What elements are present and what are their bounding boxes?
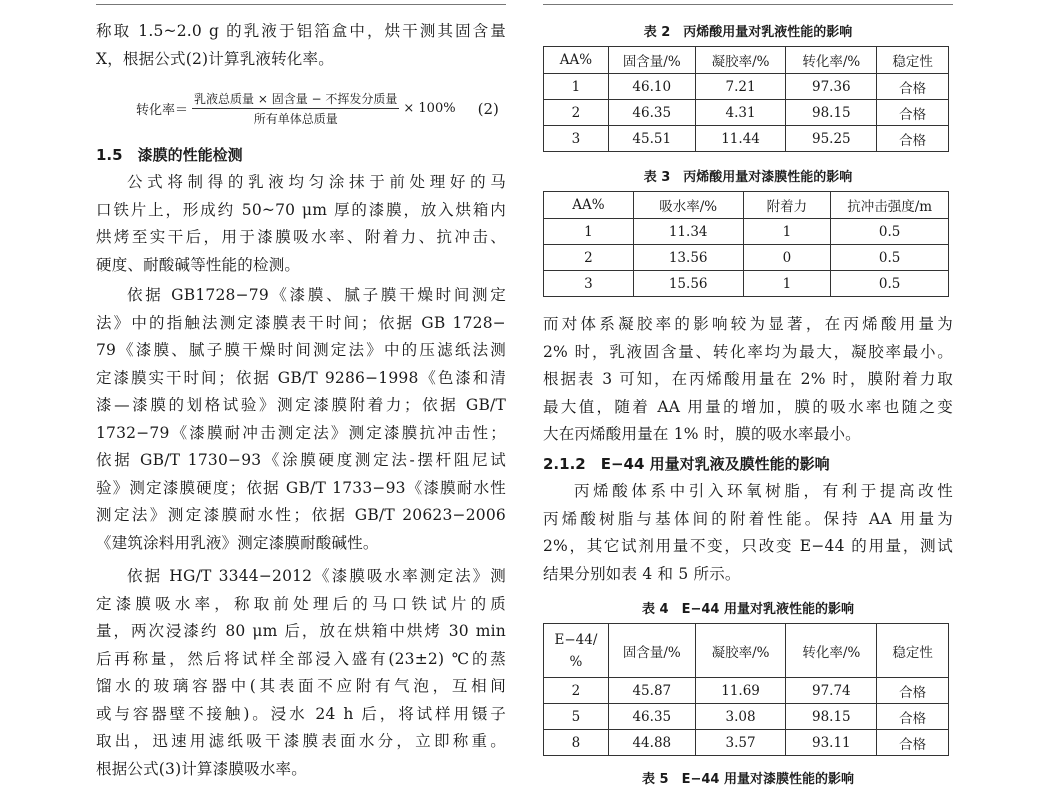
text-line: 验》测定漆膜硬度；依据 GB/T 1733−93《漆膜耐水性	[96, 478, 506, 497]
text-line: 而对体系凝胶率的影响较为显著，在丙烯酸用量为	[543, 315, 953, 333]
table-cell: 5	[544, 704, 609, 730]
table-cell: 98.15	[786, 704, 877, 730]
table-row	[544, 730, 949, 756]
table-row	[544, 126, 949, 152]
table-header-cell: 稳定性	[877, 47, 949, 74]
table-cell: 4.31	[695, 100, 786, 126]
table-header-cell: E−44/ %	[544, 624, 609, 678]
table-cell: 合格	[877, 100, 949, 126]
text-line: 硬度、耐酸碱等性能的检测。	[96, 255, 301, 274]
table-header-cell: 吸水率/%	[633, 192, 743, 219]
table-cell: 0	[743, 245, 831, 271]
table-cell: 合格	[877, 678, 949, 704]
table-cell: 98.15	[786, 100, 877, 126]
table-cell: 合格	[877, 704, 949, 730]
formula-tail: × 100%	[403, 101, 456, 116]
table-cell: 合格	[877, 126, 949, 152]
table-header-cell: 附着力	[743, 192, 831, 219]
table-cell: 97.36	[786, 74, 877, 100]
text-line: 79《漆膜、腻子膜干燥时间测定法》中的压滤纸法测	[96, 341, 506, 359]
table-3	[543, 191, 949, 297]
formula-fraction	[192, 90, 399, 127]
text-line: 根据公式(3)计算漆膜吸水率。	[96, 759, 307, 778]
table-cell: 11.69	[695, 678, 786, 704]
table-cell: 97.74	[786, 678, 877, 704]
table-cell: 45.87	[608, 678, 695, 704]
table-header-cell: 转化率/%	[786, 624, 877, 678]
table-header-cell: 固含量/%	[608, 47, 695, 74]
paragraph-3	[96, 282, 506, 557]
text-line: 烘烤至实干后，用于漆膜吸水率、附着力、抗冲击、	[96, 228, 506, 246]
paragraph-2	[96, 169, 506, 279]
top-rule-right	[543, 4, 953, 5]
text-line: 取出，迅速用滤纸吸干漆膜表面水分，立即称重。	[96, 732, 506, 750]
text-line: 《建筑涂料用乳液》测定漆膜耐酸碱性。	[96, 533, 379, 552]
table-cell: 0.5	[831, 219, 949, 245]
text-line: 测定法》测定漆膜耐水性；依据 GB/T 20623−2006	[96, 506, 506, 524]
text-line: 依据 GB1728−79《漆膜、腻子膜干燥时间测定	[127, 286, 506, 304]
table-cell: 1	[544, 74, 609, 100]
table-4	[543, 623, 949, 756]
table-cell: 合格	[877, 74, 949, 100]
table-row	[544, 245, 949, 271]
table-cell: 46.35	[608, 100, 695, 126]
table-cell: 44.88	[608, 730, 695, 756]
text-line: 最大值，随着 AA 用量的增加，膜的吸水率也随之变	[543, 397, 953, 416]
text-line: 或与容器壁不接触)。浸水 24 h 后，将试样用镊子	[96, 704, 506, 723]
paragraph-5	[543, 311, 953, 449]
table-2	[543, 46, 949, 152]
text-line: 依据 HG/T 3344−2012《漆膜吸水率测定法》测	[127, 567, 506, 585]
table-cell: 3	[544, 271, 634, 297]
table-cell: 1	[544, 219, 634, 245]
formula-2	[136, 90, 499, 127]
text-line: 依据 GB/T 1730−93《涂膜硬度测定法-摆杆阻尼试	[96, 451, 506, 469]
text-line: 量，两次浸漆约 80 μm 后，放在烘箱中烘烤 30 min	[96, 622, 506, 640]
table-cell: 2	[544, 100, 609, 126]
section-heading: 1.5 漆膜的性能检测	[96, 146, 243, 164]
formula-lhs: 转化率＝	[136, 103, 189, 118]
table-cell: 1	[743, 219, 831, 245]
text-line: 馏水的玻璃容器中(其表面不应附有气泡，互相间	[96, 677, 506, 695]
table-cell: 1	[743, 271, 831, 297]
text-line: 漆—漆膜的划格试验》测定漆膜附着力；依据 GB/T	[96, 396, 506, 414]
table-row	[544, 271, 949, 297]
table-row	[544, 678, 949, 704]
table-cell: 11.44	[695, 126, 786, 152]
text-line: 2%，其它试剂用量不变，只改变 E−44 的用量，测试	[543, 537, 953, 555]
text-line: 根据表 3 可知，在丙烯酸用量在 2% 时，膜附着力取	[543, 370, 953, 388]
subsection-heading: 2.1.2 E−44 用量对乳液及膜性能的影响	[543, 455, 830, 473]
table-cell: 合格	[877, 730, 949, 756]
table-cell: 46.10	[608, 74, 695, 100]
table-header-cell: 稳定性	[877, 624, 949, 678]
table-header-cell: 抗冲击强度/m	[831, 192, 949, 219]
table-cell: 3.57	[695, 730, 786, 756]
table-cell: 13.56	[633, 245, 743, 271]
table-header-cell: 转化率/%	[786, 47, 877, 74]
table-cell: 93.11	[786, 730, 877, 756]
text-line: 丙烯酸体系中引入环氧树脂，有利于提高改性	[574, 482, 953, 500]
table-header-cell: AA%	[544, 47, 609, 74]
table-3-caption: 表 3 丙烯酸用量对漆膜性能的影响	[643, 170, 853, 185]
paragraph-4	[96, 563, 506, 783]
table-cell: 95.25	[786, 126, 877, 152]
formula-number: (2)	[477, 99, 499, 118]
table-cell: 3	[544, 126, 609, 152]
table-cell: 45.51	[608, 126, 695, 152]
table-cell: 0.5	[831, 271, 949, 297]
table-cell: 7.21	[695, 74, 786, 100]
table-row	[544, 100, 949, 126]
table-cell: 46.35	[608, 704, 695, 730]
table-cell: 2	[544, 678, 609, 704]
text-line: 定漆膜实干时间；依据 GB/T 9286−1998《色漆和清	[96, 368, 506, 387]
table-4-caption: 表 4 E−44 用量对乳液性能的影响	[642, 602, 854, 617]
text-line: 结果分别如表 4 和 5 所示。	[543, 564, 741, 583]
text-line: X，根据公式(2)计算乳液转化率。	[96, 49, 334, 68]
table-5-caption: 表 5 E−44 用量对漆膜性能的影响	[642, 772, 854, 787]
text-line: 法》中的指触法测定漆膜表干时间；依据 GB 1728−	[96, 313, 506, 332]
table-cell: 8	[544, 730, 609, 756]
text-line: 称取 1.5~2.0 g 的乳液于铝箔盒中，烘干测其固含量	[96, 22, 506, 40]
table-cell: 15.56	[633, 271, 743, 297]
table-header-cell: 凝胶率/%	[695, 47, 786, 74]
table-cell: 11.34	[633, 219, 743, 245]
text-line: 大在丙烯酸用量在 1% 时，膜的吸水率最小。	[543, 425, 861, 443]
table-cell: 0.5	[831, 245, 949, 271]
paragraph-6	[543, 478, 953, 588]
table-row	[544, 704, 949, 730]
text-line: 公式将制得的乳液均匀涂抹于前处理好的马	[127, 173, 506, 191]
table-row	[544, 219, 949, 245]
table-row	[544, 74, 949, 100]
table-header-cell: 凝胶率/%	[695, 624, 786, 678]
table-cell: 3.08	[695, 704, 786, 730]
paragraph-1	[96, 18, 506, 73]
table-cell: 2	[544, 245, 634, 271]
text-line: 后再称量，然后将试样全部浸入盛有(23±2) ℃的蒸	[96, 649, 506, 668]
table-2-caption: 表 2 丙烯酸用量对乳液性能的影响	[643, 25, 853, 40]
table-header-cell: AA%	[544, 192, 634, 219]
text-line: 口铁片上，形成约 50~70 μm 厚的漆膜，放入烘箱内	[96, 200, 506, 219]
text-line: 2% 时，乳液固含量、转化率均为最大，凝胶率最小。	[543, 342, 953, 361]
formula-numerator: 乳液总质量 × 固含量 − 不挥发分质量	[192, 90, 399, 109]
table-header-cell: 固含量/%	[608, 624, 695, 678]
text-line: 丙烯酸树脂与基体间的附着性能。保持 AA 用量为	[543, 509, 953, 528]
text-line: 1732−79《漆膜耐冲击测定法》测定漆膜抗冲击性；	[96, 423, 506, 442]
top-rule-left	[96, 4, 506, 5]
formula-denominator: 所有单体总质量	[253, 112, 338, 126]
text-line: 定漆膜吸水率，称取前处理后的马口铁试片的质	[96, 594, 506, 613]
